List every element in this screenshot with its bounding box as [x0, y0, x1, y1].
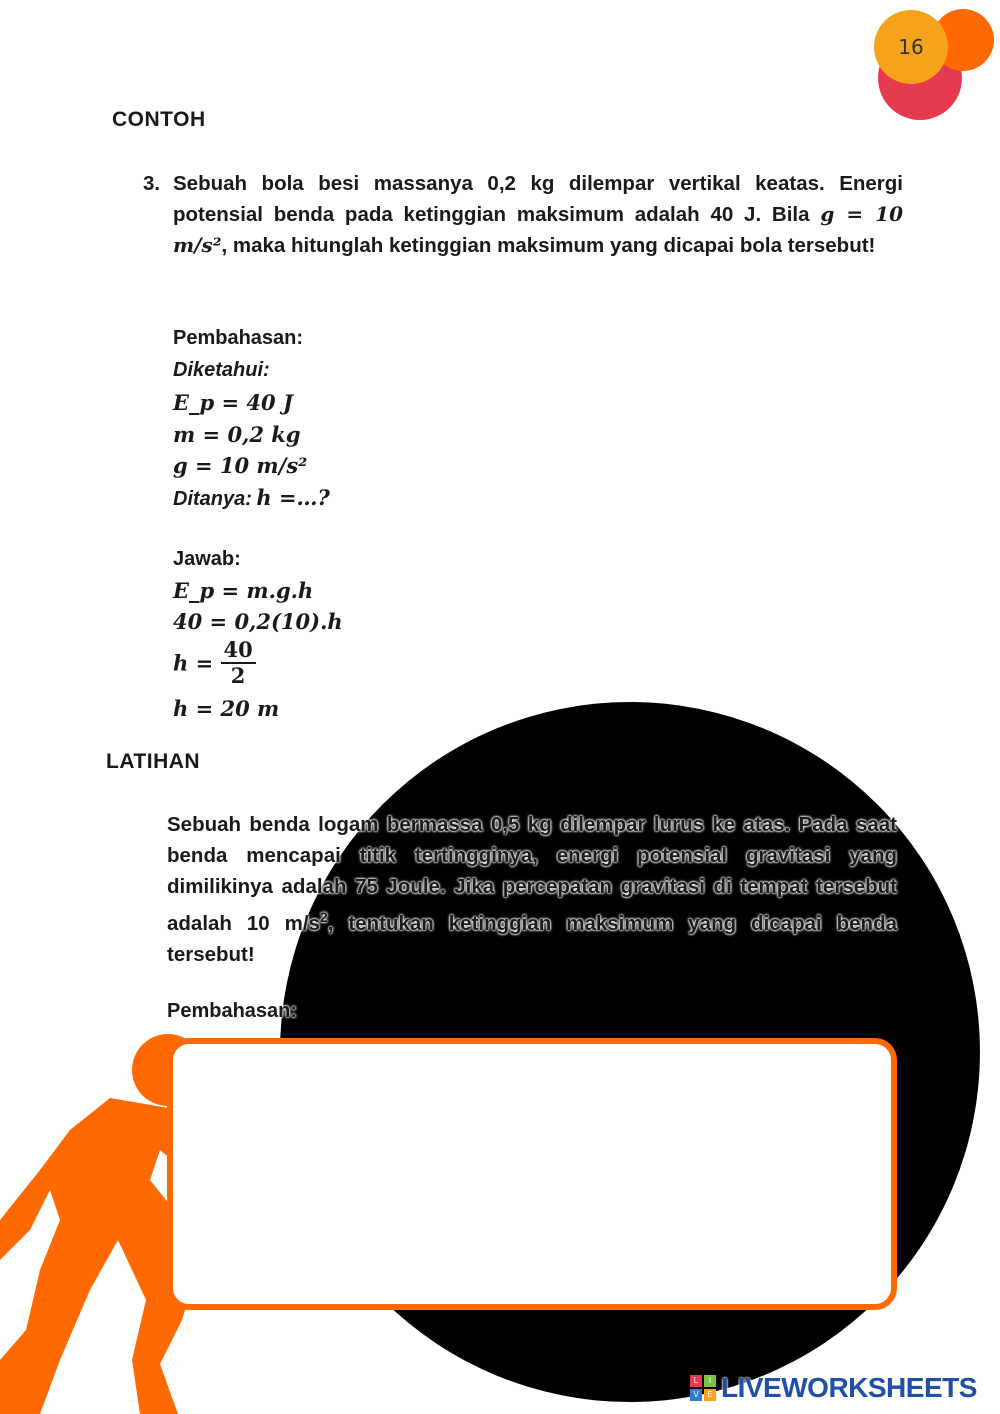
question-number: 3.: [143, 172, 161, 195]
latihan-heading: LATIHAN: [106, 750, 201, 773]
contoh-heading: CONTOH: [112, 108, 206, 131]
fraction-denominator: 2: [230, 663, 246, 688]
logo-tile-e: E: [704, 1389, 716, 1401]
liveworksheets-logo-icon: [690, 1375, 716, 1401]
jawab-label: Jawab:: [173, 548, 241, 570]
answer-input[interactable]: [173, 1044, 891, 1304]
given-ep: E_p = 40 J: [173, 390, 293, 415]
latihan-question-a: Sebuah benda logam bermassa 0,5 kg dilempar lurus ke atas. Pada saat benda mencapai titik tertingginya, energi potensial gravitasi yang dimilikinya adalah 75 Joule. Jika percepatan gravitasi di tempat tersebut adalah 10 m/s: [167, 813, 897, 935]
fraction: [221, 638, 256, 688]
latihan-question-sup: 2: [319, 909, 328, 925]
given-m: m = 0,2 kg: [173, 422, 301, 447]
latihan-pembahasan-label: Pembahasan:: [167, 1000, 298, 1022]
question-math-g: g = 10 m/s²: [173, 202, 903, 257]
ditanya-value: h =…?: [256, 485, 330, 510]
liveworksheets-watermark: [690, 1372, 977, 1404]
page-number-circle: [874, 10, 948, 84]
question-part-2: , maka hitunglah ketinggian maksimum yang dicapai bola tersebut!: [221, 234, 876, 257]
example-question: [173, 168, 903, 261]
logo-tile-i: I: [704, 1375, 716, 1387]
step-result: h = 20 m: [173, 696, 280, 721]
fraction-lhs: h =: [173, 650, 214, 676]
page-number: 16: [898, 35, 924, 59]
diketahui-label: Diketahui:: [173, 359, 270, 381]
step-formula: E_p = m.g.h: [173, 578, 314, 603]
question-part-1: Sebuah bola besi massanya 0,2 kg dilempar vertikal keatas. Energi potensial benda pada ketinggian maksimum adalah 40 J. Bila: [173, 172, 903, 226]
ditanya-line: [173, 482, 330, 515]
pembahasan-label: Pembahasan:: [173, 327, 304, 349]
logo-tile-v: V: [690, 1389, 702, 1401]
latihan-question: [167, 809, 897, 970]
latihan-question-b: , tentukan ketinggian maksimum yang dicapai benda tersebut!: [167, 911, 898, 966]
liveworksheets-text: LIVEWORKSHEETS: [721, 1372, 977, 1403]
ditanya-label: Ditanya:: [173, 488, 252, 510]
logo-tile-l: L: [690, 1375, 702, 1387]
answer-box[interactable]: [167, 1038, 897, 1310]
fraction-numerator: 40: [221, 638, 256, 664]
step-fraction: [173, 638, 256, 688]
step-substitution: 40 = 0,2(10).h: [173, 609, 343, 634]
given-g: g = 10 m/s²: [173, 453, 308, 478]
